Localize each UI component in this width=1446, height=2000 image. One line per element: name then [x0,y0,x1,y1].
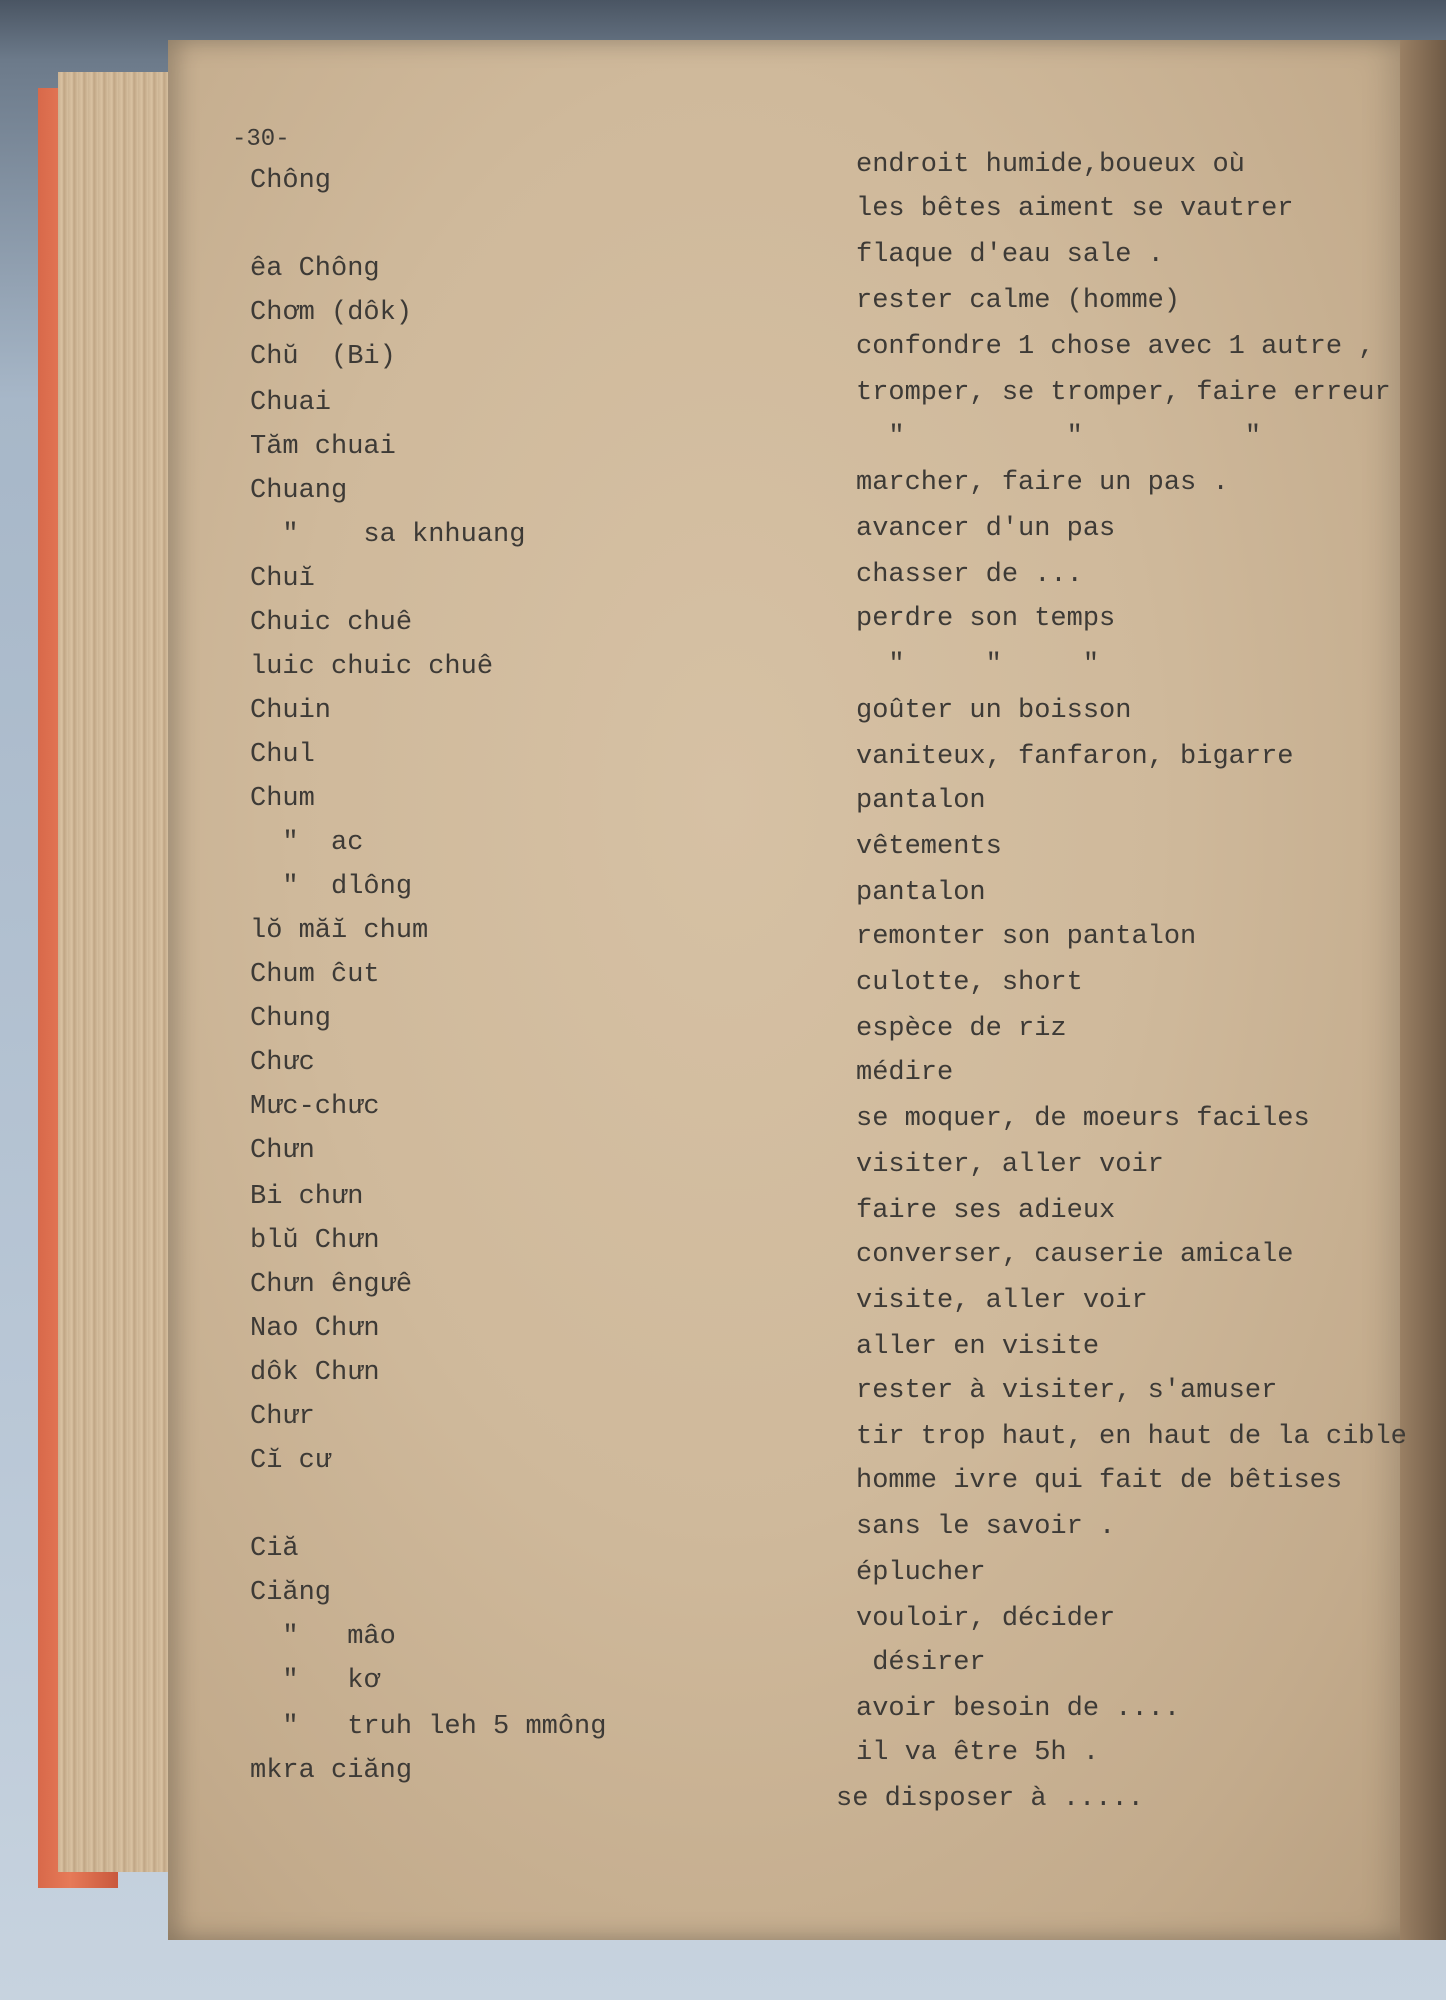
definition: vaniteux, fanfaron, bigarre [856,742,1294,772]
definition: espèce de riz [856,1014,1067,1044]
term: Chul [250,740,315,770]
definition: tir trop haut, en haut de la cible [856,1422,1407,1452]
definition: il va être 5h . [856,1738,1100,1768]
term: mkra ciăng [250,1756,413,1786]
definition: se disposer à ..... [836,1784,1144,1814]
term: Tăm chuai [250,432,396,462]
definition: faire ses adieux [856,1196,1116,1226]
term: luic chuic chuê [250,652,494,682]
term: Chum ĉut [250,960,380,990]
term: êa Chông [250,254,380,284]
term: Chưn êngưê [250,1270,413,1300]
term: " dlông [250,872,413,902]
term: lŏ măĭ chum [250,916,429,946]
definition: remonter son pantalon [856,922,1197,952]
definition: désirer [856,1648,986,1678]
definition: marcher, faire un pas . [856,468,1229,498]
term: Chung [250,1004,332,1034]
page-number: -30- [232,126,290,153]
term: Chưc [250,1048,315,1078]
term: " sa knhuang [250,520,526,550]
definition: pantalon [856,878,986,908]
definition: visite, aller voir [856,1286,1148,1316]
term: Chuang [250,476,348,506]
term: " kơ [250,1666,380,1696]
definition: " " " [856,650,1100,680]
term: Chuai [250,388,332,418]
term: " ac [250,828,364,858]
term: Bi chưn [250,1182,364,1212]
definition: les bêtes aiment se vautrer [856,194,1294,224]
term: Chuic chuê [250,608,413,638]
definition: éplucher [856,1558,986,1588]
facing-page-edge [1400,40,1446,1940]
definition: " " " [856,422,1262,452]
definition: avoir besoin de .... [856,1694,1181,1724]
definition: médire [856,1058,954,1088]
definition: vêtements [856,832,1002,862]
term: Chơm (dôk) [250,298,413,328]
term: Chuin [250,696,332,726]
term: Chuĭ [250,564,315,594]
definition: confondre 1 chose avec 1 autre , [856,332,1375,362]
definition: visiter, aller voir [856,1150,1164,1180]
term: blŭ Chưn [250,1226,380,1256]
term: Ciă [250,1534,299,1564]
definition: perdre son temps [856,604,1116,634]
term: Cĭ cư [250,1446,332,1476]
definition: goûter un boisson [856,696,1132,726]
term: Chưn [250,1136,315,1166]
definition: se moquer, de moeurs faciles [856,1104,1310,1134]
term: Nao Chưn [250,1314,380,1344]
definition: homme ivre qui fait de bêtises [856,1466,1343,1496]
definition: aller en visite [856,1332,1100,1362]
term: Ciăng [250,1578,332,1608]
term: Chưr [250,1402,315,1432]
term: Chŭ (Bi) [250,342,396,372]
definition: chasser de ... [856,560,1083,590]
term: Chông [250,166,332,196]
definition: avancer d'un pas [856,514,1116,544]
term: " truh leh 5 mmông [250,1712,607,1742]
definition: sans le savoir . [856,1512,1116,1542]
term: dôk Chưn [250,1358,380,1388]
term: Mưc-chưc [250,1092,380,1122]
definition: culotte, short [856,968,1083,998]
definition: pantalon [856,786,986,816]
definition: converser, causerie amicale [856,1240,1294,1270]
term: Chum [250,784,315,814]
definition: tromper, se tromper, faire erreur [856,378,1391,408]
definition: endroit humide,boueux où [856,150,1245,180]
definition: rester calme (homme) [856,286,1181,316]
definition: vouloir, décider [856,1604,1116,1634]
definition: rester à visiter, s'amuser [856,1376,1278,1406]
definition: flaque d'eau sale . [856,240,1164,270]
term: " mâo [250,1622,396,1652]
